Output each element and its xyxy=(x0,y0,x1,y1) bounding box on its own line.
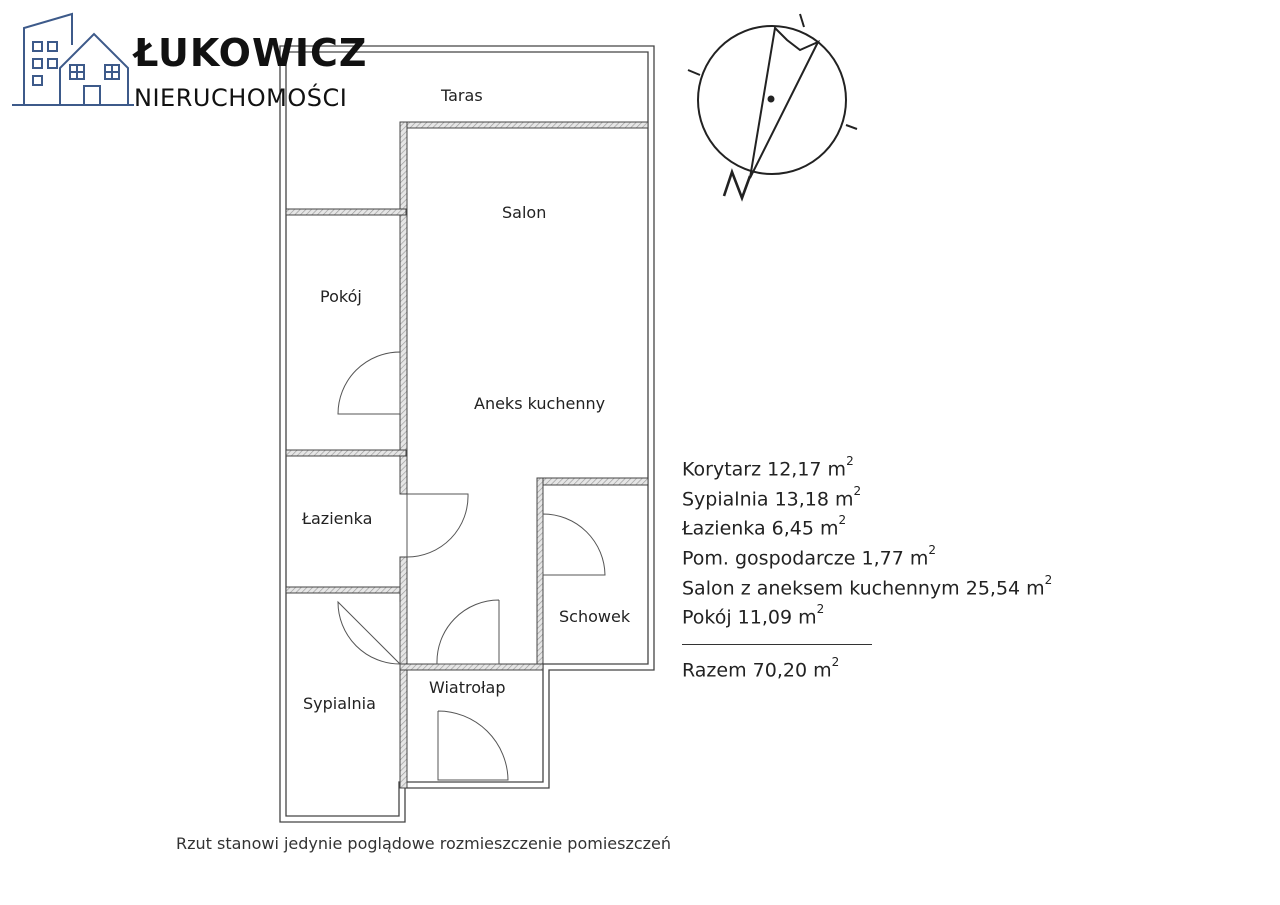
room-label-lazienka: Łazienka xyxy=(302,509,373,528)
house-icon xyxy=(10,10,134,110)
compass-icon xyxy=(688,14,857,198)
legend-divider xyxy=(682,644,872,645)
brand-subtitle: NIERUCHOMOŚCI xyxy=(134,84,348,112)
room-label-taras: Taras xyxy=(441,86,483,105)
area-total: Razem 70,20 $m^2$ xyxy=(682,654,840,682)
area-row: Pom. gospodarcze 1,77 $m^2$ xyxy=(682,542,937,570)
room-label-salon: Salon xyxy=(502,203,547,222)
area-legend xyxy=(682,452,1052,682)
area-row: Korytarz 12,17 $m^2$ xyxy=(682,454,854,481)
disclaimer: Rzut stanowi jedynie poglądowe rozmieszczenie pomieszczeń xyxy=(176,834,672,853)
area-row: Łazienka 6,45 $m^2$ xyxy=(682,513,847,540)
brand-logo xyxy=(10,10,390,110)
area-row: Salon z aneksem kuchennym 25,54 $m^2$ xyxy=(682,572,1053,599)
area-row: Pokój 11,09 $m^2$ xyxy=(682,602,825,629)
doors xyxy=(338,352,605,780)
room-label-aneks: Aneks kuchenny xyxy=(474,394,606,413)
area-row: Sypialnia 13,18 $m^2$ xyxy=(682,483,862,510)
room-label-schowek: Schowek xyxy=(559,607,631,626)
room-label-wiatrolap: Wiatrołap xyxy=(429,678,506,697)
room-label-sypialnia: Sypialnia xyxy=(303,694,376,713)
room-label-pokoj: Pokój xyxy=(320,287,362,306)
brand-name: ŁUKOWICZ xyxy=(134,31,368,75)
